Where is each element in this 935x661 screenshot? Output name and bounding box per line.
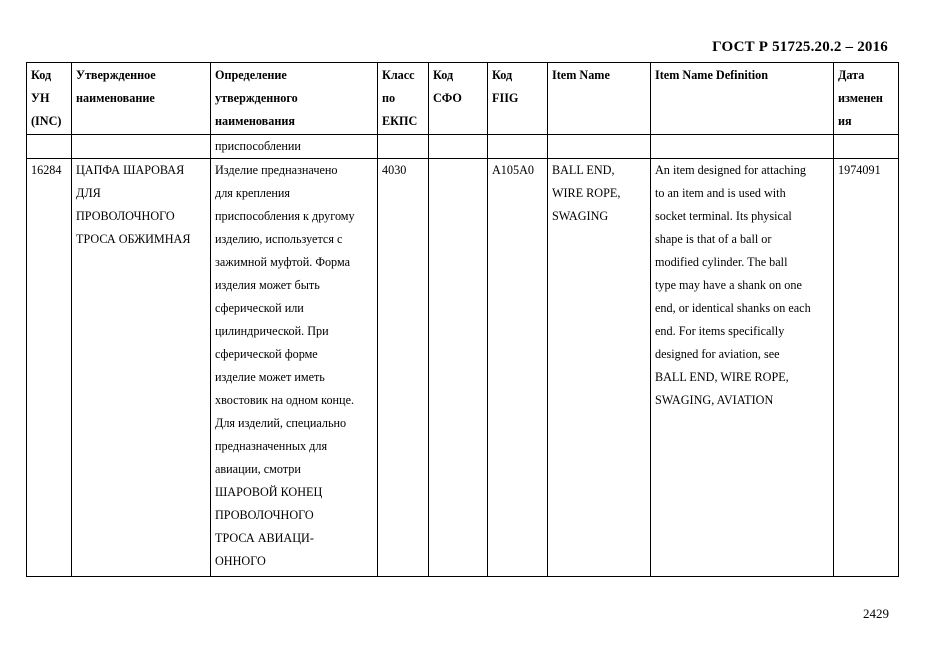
cell-text-line: type may have a shank on one: [655, 278, 802, 292]
continuation-cell-sfo-code: [429, 135, 488, 159]
page-number: 2429: [863, 606, 889, 621]
column-header-line: (INC): [31, 114, 62, 128]
continuation-cell-inc: [27, 135, 72, 159]
column-header-line: Item Name: [552, 68, 610, 82]
cell-text-line: socket terminal. Its physical: [655, 209, 792, 223]
cell-inc: [27, 159, 72, 577]
table-row: [27, 159, 899, 577]
cell-text-line: BALL END,: [552, 163, 615, 177]
cell-fiig-code: [488, 159, 548, 577]
cell-text-line: предназначенных для: [215, 439, 328, 453]
cell-text-line: 16284: [31, 163, 62, 177]
cell-text-line: для крепления: [215, 186, 291, 200]
cell-text-line: ШАРОВОЙ КОНЕЦ: [215, 485, 323, 499]
continuation-row: [27, 135, 899, 159]
column-header-line: ЕКПС: [382, 114, 418, 128]
cell-text-line: modified cylinder. The ball: [655, 255, 788, 269]
column-header-line: УН: [31, 91, 50, 105]
cell-text-line: SWAGING: [552, 209, 609, 223]
column-header-line: утвержденного: [215, 91, 298, 105]
cell-text-line: изделие может иметь: [215, 370, 325, 384]
table-header-row: [27, 63, 899, 135]
cell-text-line: designed for aviation, see: [655, 347, 780, 361]
column-header-sfo-code: [429, 63, 488, 135]
continuation-cell-ekps-class: [378, 135, 429, 159]
column-header-approved-name: [72, 63, 211, 135]
cell-text-line: A105A0: [492, 163, 534, 177]
cell-item-name-definition: [651, 159, 834, 577]
column-header-line: Дата: [838, 68, 865, 82]
cell-text-line: зажимной муфтой. Форма: [215, 255, 351, 269]
cell-text-line: изделию, используется с: [215, 232, 343, 246]
column-header-item-name-definition: [651, 63, 834, 135]
cell-text-line: 1974091: [838, 163, 881, 177]
column-header-item-name: [548, 63, 651, 135]
column-header-line: Код: [31, 68, 52, 82]
continuation-cell-fiig-code: [488, 135, 548, 159]
column-header-line: СФО: [433, 91, 462, 105]
cell-item-name: [548, 159, 651, 577]
cell-text-line: to an item and is used with: [655, 186, 786, 200]
cell-text-line: ПРОВОЛОЧНОГО: [76, 209, 175, 223]
continuation-cell-item-name-definition: [651, 135, 834, 159]
column-header-line: Утвержденное: [76, 68, 156, 82]
column-header-fiig-code: [488, 63, 548, 135]
column-header-line: Определение: [215, 68, 287, 82]
continuation-cell-change-date: [834, 135, 899, 159]
nomenclature-table: [26, 62, 899, 577]
cell-sfo-code: [429, 159, 488, 577]
cell-text-line: сферической или: [215, 301, 304, 315]
cell-text-line: сферической форме: [215, 347, 318, 361]
column-header-line: Класс: [382, 68, 415, 82]
cell-text-line: цилиндрической. При: [215, 324, 329, 338]
cell-text-line: WIRE ROPE,: [552, 186, 621, 200]
cell-text-line: shape is that of a ball or: [655, 232, 772, 246]
cell-text-line: Изделие предназначено: [215, 163, 338, 177]
continuation-cell-approved-name: [72, 135, 211, 159]
cell-text-line: BALL END, WIRE ROPE,: [655, 370, 789, 384]
cell-text-line: ПРОВОЛОЧНОГО: [215, 508, 314, 522]
column-header-definition-ru: [211, 63, 378, 135]
column-header-ekps-class: [378, 63, 429, 135]
cell-text-line: ТРОСА ОБЖИМНАЯ: [76, 232, 191, 246]
column-header-line: Код: [433, 68, 454, 82]
cell-approved-name: [72, 159, 211, 577]
cell-definition-ru: [211, 159, 378, 577]
cell-text-line: изделия может быть: [215, 278, 320, 292]
cell-text-line: An item designed for attaching: [655, 163, 806, 177]
column-header-line: Код: [492, 68, 513, 82]
cell-text-line: end. For items specifically: [655, 324, 785, 338]
column-header-line: наименование: [76, 91, 155, 105]
cell-text-line: SWAGING, AVIATION: [655, 393, 774, 407]
cell-text-line: ТРОСА АВИАЦИ-: [215, 531, 314, 545]
column-header-line: Item Name Definition: [655, 68, 769, 82]
column-header-line: наименования: [215, 114, 295, 128]
cell-text-line: Для изделий, специально: [215, 416, 347, 430]
continuation-cell-definition-ru: приспособлении: [211, 135, 378, 159]
column-header-line: FIIG: [492, 91, 519, 105]
continuation-cell-item-name: [548, 135, 651, 159]
cell-ekps-class: [378, 159, 429, 577]
column-header-line: по: [382, 91, 396, 105]
document-standard-code: ГОСТ Р 51725.20.2 – 2016: [712, 39, 888, 55]
column-header-change-date: [834, 63, 899, 135]
column-header-line: изменен: [838, 91, 883, 105]
cell-text-line: приспособления к другому: [215, 209, 355, 223]
cell-text-line: ЦАПФА ШАРОВАЯ: [76, 163, 185, 177]
cell-text-line: авиации, смотри: [215, 462, 301, 476]
cell-text-line: 4030: [382, 163, 407, 177]
column-header-inc: [27, 63, 72, 135]
cell-change-date: [834, 159, 899, 577]
cell-text-line: ОННОГО: [215, 554, 266, 568]
cell-text-line: хвостовик на одном конце.: [215, 393, 355, 407]
cell-text-line: ДЛЯ: [76, 186, 101, 200]
column-header-line: ия: [838, 114, 852, 128]
cell-text-line: end, or identical shanks on each: [655, 301, 811, 315]
